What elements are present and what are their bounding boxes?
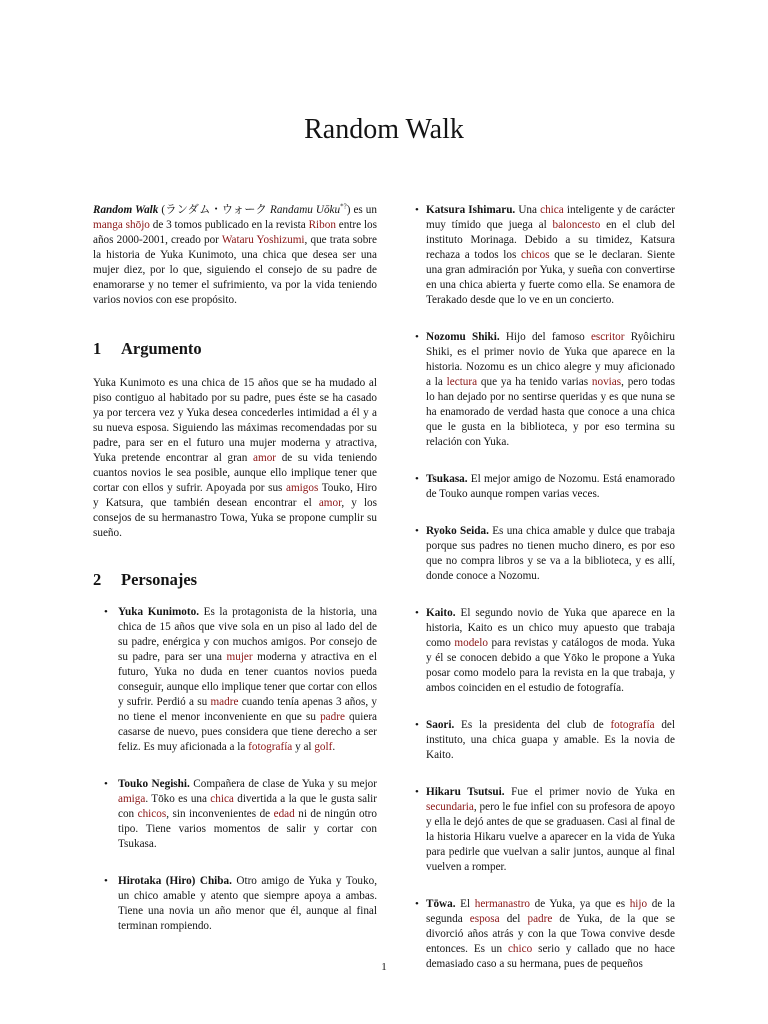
bullet-icon: • [104, 606, 108, 618]
character-item [415, 203, 676, 308]
page-number: 1 [381, 961, 387, 973]
character-item [415, 785, 676, 875]
text-run: cuando tenía apenas 3 años, y no tiene el menor inconveniente en que su [118, 696, 377, 723]
character-description [426, 330, 675, 450]
text-run: de Yuka, ya que es [530, 898, 630, 910]
document-title: Random Walk [304, 114, 464, 145]
text-run: . Tōko es una [145, 793, 211, 805]
text-run: Random Walk [93, 204, 159, 216]
wiki-link[interactable]: amiga [118, 793, 146, 805]
text-run: Una [515, 204, 541, 216]
wiki-link[interactable]: chicos [520, 249, 550, 261]
text-run: del instituto, una chica guapa y amable. Es la novia de Kaito. [426, 719, 675, 761]
wiki-link[interactable]: Ribon [308, 219, 336, 231]
text-run: entre los años 2000-2001, creado por [93, 219, 377, 246]
wiki-link[interactable]: padre [320, 711, 345, 723]
text-run: . [332, 741, 336, 753]
section-number: 2 [93, 570, 102, 589]
character-description [426, 606, 675, 696]
character-name: Tsukasa. [426, 473, 468, 485]
text-run: Es la protagonista de la historia, una chica de 15 años que vive sola en un piso al lado del de su padre, enérgica y con muchos amigos. Por consejo de su padre, para ser una [118, 606, 377, 663]
intro-paragraph [93, 203, 377, 308]
text-run: inteligente y de carácter muy tímido que juega al [426, 204, 676, 231]
left-column [93, 203, 377, 934]
character-description [426, 203, 675, 308]
bullet-icon: • [415, 786, 419, 798]
character-item [104, 777, 377, 852]
bullet-icon: • [104, 875, 108, 887]
text-run: serio y callado que no hace demasiado caso a su hermana, pues de pequeños [426, 943, 675, 970]
section-heading-personajes [93, 569, 377, 591]
wiki-link[interactable]: chica [210, 793, 234, 805]
text-run: del [499, 913, 528, 925]
character-description [426, 524, 675, 584]
section-title: Argumento [121, 339, 202, 358]
character-name: Saori. [426, 719, 455, 731]
character-item [415, 472, 675, 502]
text-run: ni de ningún otro tipo. Tiene varios momentos de salir y cortar con Tsukasa. [118, 808, 377, 850]
text-run: de la segunda [426, 898, 675, 925]
text-run: quiera casarse de nuevo, pues considera que tiene derecho a ser feliz. Es muy aficionada a la [118, 711, 378, 753]
character-item [415, 606, 675, 696]
character-name: Touko Negishi. [118, 778, 190, 790]
character-item [104, 874, 377, 934]
character-item [415, 330, 675, 450]
wiki-link[interactable]: manga [93, 219, 123, 231]
wiki-link[interactable]: shōjo [125, 219, 150, 231]
wiki-link[interactable]: chico [507, 943, 533, 955]
character-description [426, 718, 675, 763]
character-item [415, 718, 675, 763]
text-run: El segundo novio de Yuka que aparece en la historia, Kaito es un chico muy apuesto que trabaja como [426, 607, 675, 649]
section-heading-argumento [93, 338, 377, 360]
right-column [415, 203, 675, 972]
wiki-link[interactable]: escritor [590, 331, 625, 343]
wiki-link[interactable]: novias [591, 376, 622, 388]
bullet-icon: • [415, 898, 419, 910]
text-run: *? [340, 202, 347, 211]
text-run: de Yuka, de la que se divorció años atrás y con la que Towa convive desde entonces. Es un [426, 913, 675, 955]
text-run: moderna y atractiva en el futuro, Yuka no duda en tener cuantos novios pueda conseguir, aunque ello implique tener que cortar con ellos y sufrir. Perdió a su [118, 651, 377, 708]
text-run: Es una chica amable y dulce que trabaja porque sus padres no tienen mucho dinero, es por eso que no compra libros y se va a la biblioteca, y es allí, donde conoce a Nozomu. [426, 525, 675, 582]
text-run: Otro amigo de Yuka y Touko, un chico amable y atento que siempre apoya a ambas. Tiene una novia un año menor que él, aunque al final terminan rompiendo. [118, 875, 377, 932]
character-description [426, 472, 675, 502]
text-run: para revistas y catálogos de moda. Yuka y él se conocen debido a que Yōko le propone a Yuka posar como modelo para la revista en la que trabaja, y ambos coinciden en el estudio de fotografía. [426, 637, 675, 694]
wiki-link[interactable]: edad [273, 808, 295, 820]
wiki-link[interactable]: baloncesto [552, 219, 601, 231]
character-name: Yuka Kunimoto. [118, 606, 199, 618]
wiki-link[interactable]: amigos [285, 482, 319, 494]
character-name: Hirotaka (Hiro) Chiba. [118, 875, 232, 887]
bullet-icon: • [415, 473, 419, 485]
character-item [415, 524, 675, 584]
wiki-link[interactable]: chica [540, 204, 564, 216]
text-run: Ryôichiru Shiki, es el primer novio de Yuka que aparece en la historia. Nozomu es un chico alegre y muy aficionado a la [426, 331, 675, 388]
text-run: en el club del instituto Morinaga. Debido a su timidez, Katsura rechaza a todos los [426, 219, 675, 261]
text-run: que se le declaran. Siente una gran admiración por Yuka, y sueña con convertirse en una chica abierta y fuerte como ella. Se enamora de Terakado desde que lo ve en un concierto. [426, 249, 675, 306]
wiki-link[interactable]: fotografía [610, 719, 655, 731]
wiki-link[interactable]: madre [210, 696, 239, 708]
bullet-icon: • [104, 778, 108, 790]
bullet-icon: • [415, 719, 419, 731]
text-run: Compañera de clase de Yuka y su mejor [189, 778, 377, 790]
character-item [104, 605, 377, 755]
wiki-link[interactable]: Wataru Yoshizumi [221, 234, 305, 246]
text-run: El [455, 898, 475, 910]
character-description [426, 785, 675, 875]
text-run: Touko, Hiro y Katsura, que también desean encontrar el [93, 482, 377, 509]
text-run: y al [292, 741, 315, 753]
character-description [118, 605, 377, 755]
text-run: , pero todas lo han dejado por no sentirse queridas y es que nuna se ha enamorado de verdad hasta que conoce a una chica que le gusta en la biblioteca, y por eso termina su relación con Yuka. [426, 376, 675, 448]
wiki-link[interactable]: amor [253, 452, 277, 464]
text-run: Yuka Kunimoto es una chica de 15 años que se ha mudado al piso contiguo al habitado por su padre, pues éste se ha casado ya por tercera vez y Yuka desea concederles intimidad a él y a su nueva esposa. Siguiendo las máximas recomendadas por su padre, para ser en el futuro una mujer moderna y atractiva, Yuka pretende encontrar al gran [93, 377, 377, 464]
argumento-paragraph [93, 376, 377, 541]
text-run: El mejor amigo de Nozomu. Está enamorado de Touko aunque rompen varias veces. [426, 473, 675, 500]
text-run: , pero le fue infiel con su profesora de apoyo y ella le dejó antes de que se graduasen. Casi al final de la historia Hikaru vuelve a aparecer en la vida de Yuka para pedirle que vuelvan a salir juntos, aunque al final vuelven a romper. [426, 801, 675, 873]
section-title: Personajes [121, 570, 198, 589]
text-run: Randamu Uōku [270, 204, 341, 216]
wiki-link[interactable]: fotografía [248, 741, 293, 753]
bullet-icon: • [415, 204, 419, 216]
character-description [118, 874, 377, 934]
character-name: Katsura Ishimaru. [426, 204, 516, 216]
bullet-icon: • [415, 525, 419, 537]
text-run: , y los consejos de su hermanastro Towa, Yuka se propone cumplir su sueño. [93, 497, 378, 539]
wiki-link[interactable]: amor [318, 497, 342, 509]
wiki-link[interactable]: lectura [446, 376, 478, 388]
wiki-link[interactable]: mujer [226, 651, 253, 663]
wiki-link[interactable]: secundaria [426, 801, 474, 813]
text-run: , sin inconvenientes de [166, 808, 274, 820]
section-number: 1 [93, 339, 102, 358]
text-run: ) es un [346, 204, 377, 216]
text-run: Fue el primer novio de Yuka en [504, 786, 676, 798]
bullet-icon: • [415, 331, 419, 343]
bullet-icon: • [415, 607, 419, 619]
text-run: divertida a la que le gusta salir con [118, 793, 378, 820]
text-run: Es la presidenta del club de [454, 719, 611, 731]
character-description [118, 777, 377, 852]
character-name: Ryoko Seida. [426, 525, 489, 537]
text-run: de su vida teniendo cuantos novios le sea posible, aunque ello implique tener que cortar con ellos y sufrir. Apoyada por sus [93, 452, 377, 494]
text-run: de 3 tomos publicado en la revista [149, 219, 309, 231]
character-name: Kaito. [426, 607, 456, 619]
wiki-link[interactable]: hijo [629, 898, 648, 910]
character-name: Nozomu Shiki. [426, 331, 500, 343]
text-run: que ya ha tenido varias [477, 376, 592, 388]
wiki-link[interactable]: modelo [454, 637, 488, 649]
wiki-link[interactable]: golf [314, 741, 333, 753]
wiki-link[interactable]: esposa [469, 913, 500, 925]
wiki-link[interactable]: chicos [137, 808, 167, 820]
character-name: Hikaru Tsutsui. [426, 786, 505, 798]
wiki-link[interactable]: padre [527, 913, 553, 925]
text-run: (ランダム・ウォーク [158, 204, 270, 216]
wiki-link[interactable]: hermanastro [474, 898, 531, 910]
text-run: Hijo del famoso [499, 331, 591, 343]
text-run: , que trata sobre la historia de Yuka Kunimoto, una chica que desea ser una mujer diez, por lo que, siguiendo el consejo de su padre de enamorarse y no temer el sufrimiento, va por la vida teniendo varios novios con ese propósito. [93, 234, 377, 306]
character-name: Tōwa. [426, 898, 456, 910]
